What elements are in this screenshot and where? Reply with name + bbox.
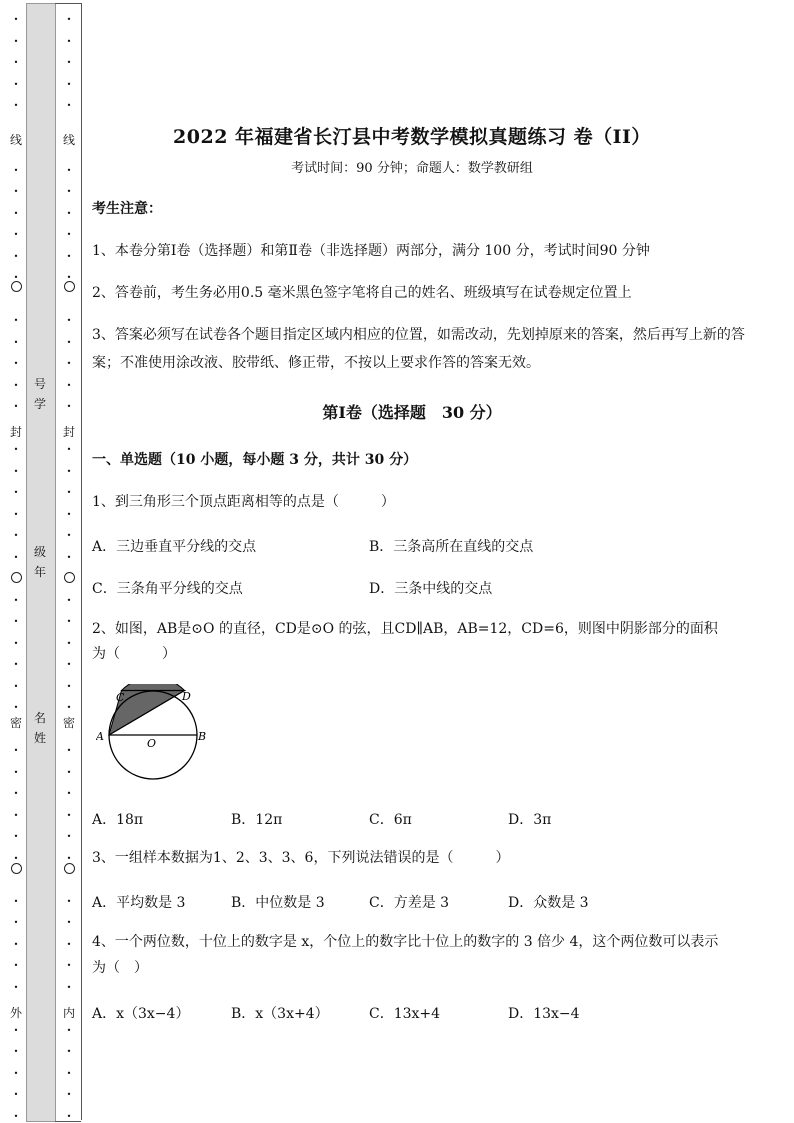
binding-dot: • (66, 36, 72, 46)
binding-gray-band (26, 3, 56, 1122)
binding-dot: • (66, 402, 72, 411)
binding-circle (64, 281, 75, 292)
binding-dot: • (13, 165, 19, 175)
binding-dot: • (66, 165, 72, 175)
q2-option-d: D．3π (508, 812, 552, 828)
binding-dot: • (13, 939, 19, 949)
binding-dot: • (66, 79, 72, 89)
binding-dot: • (66, 58, 72, 67)
binding-circle (11, 281, 22, 292)
notice-item-2: 2、答卷前，考生务必用0.5 毫米黑色签字笔将自己的姓名、班级填写在试卷规定位置上 (92, 285, 632, 301)
left-mark-feng: 封 (9, 425, 22, 439)
binding-dot: • (66, 982, 72, 992)
binding-dot: • (66, 445, 72, 454)
binding-dot: • (66, 1047, 72, 1056)
binding-dot: • (66, 660, 72, 669)
q2-stem-line-1: 2、如图，AB是⊙O 的直径，CD是⊙O 的弦，且CD∥AB，AB=12，CD=6，则图中阴影部分的面积 (92, 621, 718, 637)
q3-option-b: B．中位数是 3 (231, 895, 325, 911)
binding-dot: • (66, 488, 72, 497)
binding-dot: • (66, 638, 72, 648)
q4-option-d: D．13x−4 (508, 1006, 580, 1022)
binding-dot: • (13, 337, 19, 347)
left-mark-xian: 线 (9, 133, 22, 147)
binding-dot: • (13, 1068, 19, 1078)
binding-dot: • (66, 961, 72, 970)
binding-dot: • (66, 595, 72, 605)
notice-heading: 考生注意： (92, 201, 162, 217)
right-dot-column (62, 0, 76, 1123)
binding-dot: • (13, 703, 19, 712)
label-nianji-1: 级 (33, 545, 46, 559)
binding-dot: • (66, 918, 72, 927)
binding-dot: • (13, 552, 19, 562)
binding-dot: • (66, 509, 72, 519)
binding-circle (11, 863, 22, 874)
q1-option-b: B．三条高所在直线的交点 (369, 539, 534, 555)
binding-dot: • (66, 273, 72, 282)
left-dot-column (9, 0, 23, 1123)
section-1-title: 第Ⅰ卷（选择题 30 分） (322, 403, 502, 422)
binding-dot: • (66, 810, 72, 820)
binding-dot: • (66, 316, 72, 325)
binding-dot: • (13, 767, 19, 777)
q2-stem-line-2: 为（ ） (92, 646, 176, 662)
right-mark-nei: 内 (62, 1006, 75, 1020)
binding-dot: • (13, 1090, 19, 1099)
binding-dot: • (66, 1090, 72, 1099)
figure-shaded-segment (122, 684, 185, 691)
figure-label-d: D (182, 690, 191, 703)
binding-dot: • (13, 638, 19, 648)
binding-dot: • (13, 509, 19, 519)
binding-dot: • (13, 445, 19, 454)
binding-dot: • (13, 595, 19, 605)
binding-dot: • (66, 853, 72, 863)
binding-margin (0, 0, 82, 1123)
binding-dot: • (66, 703, 72, 712)
binding-dot: • (13, 1111, 19, 1121)
binding-dot: • (66, 789, 72, 798)
notice-item-1: 1、本卷分第Ⅰ卷（选择题）和第Ⅱ卷（非选择题）两部分，满分 100 分，考试时间90 分钟 (92, 243, 650, 259)
left-mark-wai: 外 (9, 1006, 22, 1020)
binding-dot: • (13, 101, 19, 110)
binding-dot: • (66, 896, 72, 906)
binding-dot: • (66, 1111, 72, 1121)
right-mark-xian: 线 (62, 133, 75, 147)
binding-dot: • (66, 1068, 72, 1078)
figure-label-c: C (116, 691, 125, 704)
binding-dot: • (13, 832, 19, 841)
binding-dot: • (13, 58, 19, 67)
binding-circle (11, 572, 22, 583)
binding-dot: • (13, 617, 19, 626)
binding-dot: • (13, 1047, 19, 1056)
binding-dot: • (13, 918, 19, 927)
binding-dot: • (66, 466, 72, 476)
q1-option-a: A．三边垂直平分线的交点 (92, 539, 257, 555)
binding-dot: • (66, 681, 72, 691)
binding-dot: • (13, 316, 19, 325)
q4-option-c: C．13x+4 (369, 1006, 441, 1022)
exam-title: 2022 年福建省长汀县中考数学模拟真题练习 卷（II） (173, 126, 651, 148)
binding-dot: • (66, 832, 72, 841)
binding-dot: • (13, 531, 19, 540)
q3-option-c: C．方差是 3 (369, 895, 450, 911)
binding-circle (64, 863, 75, 874)
figure-label-o: O (147, 737, 157, 750)
q4-stem-line-2: 为（ ） (92, 960, 148, 976)
q1-stem: 1、到三角形三个顶点距离相等的点是（ ） (92, 494, 395, 510)
q3-option-d: D．众数是 3 (508, 895, 589, 911)
binding-dot: • (13, 896, 19, 906)
label-xingming-1: 名 (33, 711, 46, 725)
binding-dot: • (66, 208, 72, 218)
binding-dot: • (13, 36, 19, 46)
figure-label-b: B (198, 730, 207, 743)
right-mark-feng: 封 (62, 425, 75, 439)
binding-dot: • (13, 230, 19, 239)
binding-dot: • (13, 1025, 19, 1035)
left-mark-mi: 密 (9, 716, 22, 730)
binding-dot: • (13, 466, 19, 476)
binding-dot: • (66, 767, 72, 777)
q4-stem-line-1: 4、一个两位数，十位上的数字是 x，个位上的数字比十位上的数字的 3 倍少 4，这个两位数可以表示 (92, 934, 719, 950)
binding-dot: • (13, 187, 19, 196)
binding-dot: • (66, 746, 72, 755)
binding-dot: • (13, 961, 19, 970)
binding-circle (64, 572, 75, 583)
q2-option-a: A．18π (92, 812, 144, 828)
q1-option-c: C．三条角平分线的交点 (92, 581, 243, 597)
binding-dot: • (66, 380, 72, 390)
binding-dot: • (66, 531, 72, 540)
right-mark-mi: 密 (62, 716, 75, 730)
binding-dot: • (13, 660, 19, 669)
binding-dot: • (13, 359, 19, 368)
binding-dot: • (13, 402, 19, 411)
q2-circle-figure (96, 684, 220, 786)
binding-dot: • (13, 273, 19, 282)
binding-dot: • (13, 681, 19, 691)
binding-dot: • (66, 552, 72, 562)
label-xuehao-2: 学 (33, 397, 46, 411)
binding-dot: • (66, 939, 72, 949)
binding-dot: • (66, 101, 72, 110)
binding-dot: • (13, 380, 19, 390)
binding-dot: • (13, 746, 19, 755)
binding-dot: • (13, 982, 19, 992)
q3-stem: 3、一组样本数据为1、2、3、3、6，下列说法错误的是（ ） (92, 850, 510, 866)
q3-option-a: A．平均数是 3 (92, 895, 186, 911)
q1-option-d: D．三条中线的交点 (369, 581, 493, 597)
binding-dot: • (66, 617, 72, 626)
binding-dot: • (13, 789, 19, 798)
binding-dot: • (66, 187, 72, 196)
binding-dot: • (66, 359, 72, 368)
binding-dot: • (66, 1025, 72, 1035)
binding-dot: • (66, 230, 72, 239)
binding-dot: • (66, 251, 72, 261)
q2-option-c: C．6π (369, 812, 412, 828)
binding-dot: • (13, 208, 19, 218)
q4-option-a: A．x（3x−4） (92, 1006, 190, 1022)
label-nianji-2: 年 (33, 565, 46, 579)
label-xingming-2: 姓 (33, 731, 46, 745)
binding-dot: • (13, 810, 19, 820)
binding-dot: • (66, 337, 72, 347)
exam-subtitle: 考试时间：90 分钟；命题人：数学教研组 (291, 161, 533, 176)
binding-dot: • (66, 15, 72, 24)
binding-dot: • (13, 251, 19, 261)
binding-dot: • (13, 15, 19, 24)
q2-option-b: B．12π (231, 812, 283, 828)
binding-dot: • (13, 488, 19, 497)
q4-option-b: B．x（3x+4） (231, 1006, 329, 1022)
binding-dot: • (13, 79, 19, 89)
label-xuehao-1: 号 (33, 377, 46, 391)
binding-dot: • (13, 853, 19, 863)
part-1-heading: 一、单选题（10 小题，每小题 3 分，共计 30 分） (92, 452, 418, 468)
notice-item-3: 3、答案必须写在试卷各个题目指定区域内相应的位置，如需改动，先划掉原来的答案，然后再写上新的答案；不准使用涂改液、胶带纸、修正带，不按以上要求作答的答案无效。 (92, 327, 745, 371)
figure-label-a: A (96, 730, 104, 743)
